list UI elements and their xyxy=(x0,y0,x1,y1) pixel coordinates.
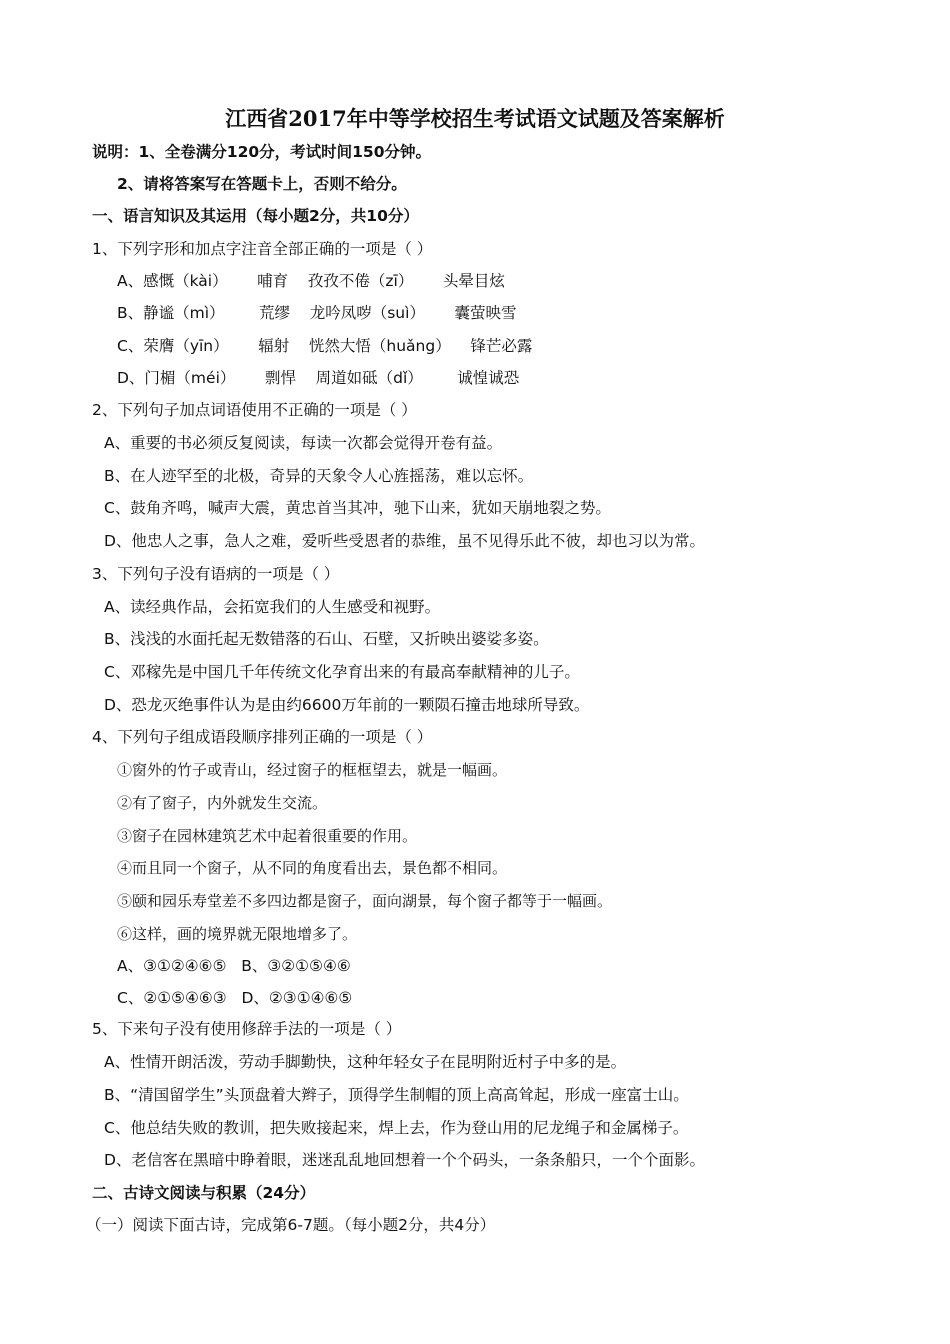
section2-heading: 二、古诗文阅读与积累（24分） xyxy=(92,1184,316,1202)
q2-stem: 2、下列句子加点词语使用不正确的一项是（ ） xyxy=(92,401,417,419)
q2-option-c: C、鼓角齐鸣，喊声大震，黄忠首当其冲，驰下山来，犹如天崩地裂之势。 xyxy=(104,499,611,517)
note-1: 说明：1、全卷满分120分，考试时间150分钟。 xyxy=(92,143,431,161)
q1-option-b: B、静谧（mì） 荒缪 龙吟凤哕（suì） 囊萤映雪 xyxy=(117,304,517,322)
q4-sentence-4: ④而且同一个窗子，从不同的角度看出去，景色都不相同。 xyxy=(117,859,508,877)
q2-option-a: A、重要的书必须反复阅读，每读一次都会觉得开卷有益。 xyxy=(104,434,503,452)
page-title: 江西省2017年中等学校招生考试语文试题及答案解析 xyxy=(225,106,725,131)
section2-sub: （一）阅读下面古诗，完成第6-7题。（每小题2分，共4分） xyxy=(86,1216,496,1234)
section1-heading: 一、语言知识及其运用（每小题2分，共10分） xyxy=(92,207,419,225)
note-2: 2、请将答案写在答题卡上，否则不给分。 xyxy=(117,175,407,193)
q5-option-d: D、老信客在黑暗中睁着眼，迷迷乱乱地回想着一个个码头，一条条船只，一个个面影。 xyxy=(104,1151,705,1169)
q4-options-cd: C、②①⑤④⑥③ D、②③①④⑥⑤ xyxy=(117,989,353,1007)
q1-option-c: C、荣膺（yīn） 辐射 恍然大悟（huǎng） 锋芒必露 xyxy=(117,337,533,355)
q4-sentence-3: ③窗子在园林建筑艺术中起着很重要的作用。 xyxy=(117,827,418,845)
q4-sentence-5: ⑤颐和园乐寿堂差不多四边都是窗子，面向湖景，每个窗子都等于一幅画。 xyxy=(117,892,613,910)
q4-stem: 4、下列句子组成语段顺序排列正确的一项是（ ） xyxy=(92,728,433,746)
q3-option-b: B、浅浅的水面托起无数错落的石山、石壁，又折映出婆娑多姿。 xyxy=(104,630,549,648)
q5-stem: 5、下来句子没有使用修辞手法的一项是（ ） xyxy=(92,1020,402,1038)
q3-stem: 3、下列句子没有语病的一项是（ ） xyxy=(92,565,340,583)
q4-options-ab: A、③①②④⑥⑤ B、③②①⑤④⑥ xyxy=(117,957,351,975)
q4-sentence-1: ①窗外的竹子或青山，经过窗子的框框望去，就是一幅画。 xyxy=(117,761,508,779)
q4-sentence-6: ⑥这样，画的境界就无限地增多了。 xyxy=(117,925,358,943)
q1-option-a: A、感慨（kài） 哺育 孜孜不倦（zī） 头晕目炫 xyxy=(117,272,505,290)
q1-stem: 1、下列字形和加点字注音全部正确的一项是（ ） xyxy=(92,240,433,258)
q5-option-a: A、性情开朗活泼，劳动手脚勤快，这种年轻女子在昆明附近村子中多的是。 xyxy=(104,1053,627,1071)
q5-option-b: B、“清国留学生”头顶盘着大辫子，顶得学生制帽的顶上高高耸起，形成一座富士山。 xyxy=(104,1086,689,1104)
q1-option-d: D、门楣（méi） 剽悍 周道如砥（dǐ） 诚惶诚恐 xyxy=(117,369,520,387)
q4-sentence-2: ②有了窗子，内外就发生交流。 xyxy=(117,794,328,812)
q3-option-a: A、读经典作品，会拓宽我们的人生感受和视野。 xyxy=(104,598,441,616)
q5-option-c: C、他总结失败的教训，把失败接起来，焊上去，作为登山用的尼龙绳子和金属梯子。 xyxy=(104,1119,689,1137)
q3-option-d: D、恐龙灭绝事件认为是由约6600万年前的一颗陨石撞击地球所导致。 xyxy=(104,696,590,714)
q3-option-c: C、邓稼先是中国几千年传统文化孕育出来的有最高奉献精神的儿子。 xyxy=(104,663,580,681)
q2-option-b: B、在人迹罕至的北极，奇异的天象令人心旌摇荡，难以忘怀。 xyxy=(104,467,534,485)
q2-option-d: D、他忠人之事，急人之难，爱听些受恩者的恭维，虽不见得乐此不彼，却也习以为常。 xyxy=(104,532,705,550)
